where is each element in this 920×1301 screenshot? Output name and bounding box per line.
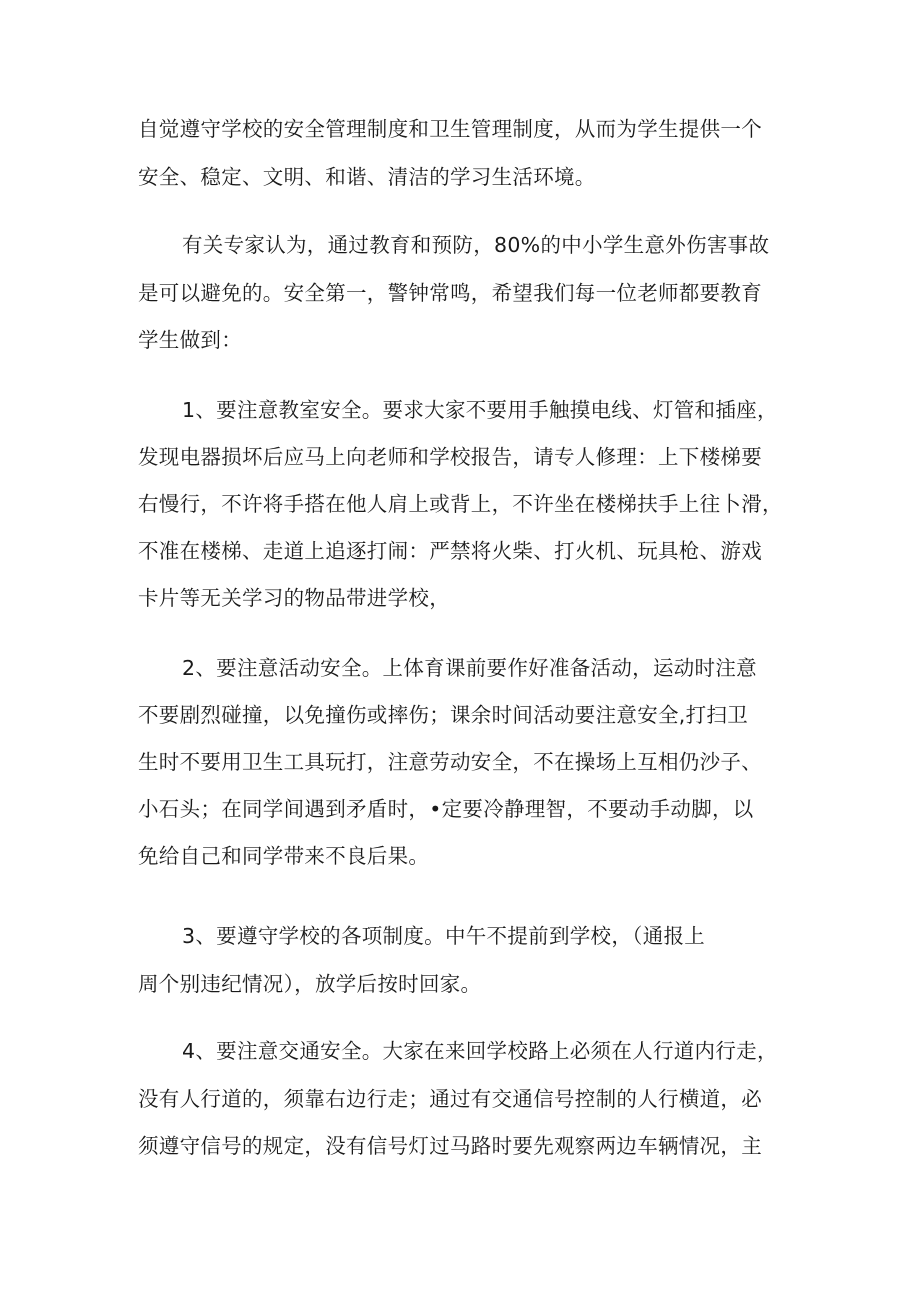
item-2-line-1: 2、要注意活动安全。上体育课前要作好准备活动，运动时注意 — [182, 656, 757, 680]
item-2-line-2: 不要剧烈碰撞，以免撞伤或摔伤；课余时间活动要注意安全,打扫卫 — [138, 703, 749, 727]
paragraph-expert-line-2: 是可以避免的。安全第一，警钟常鸣，希望我们每一位老师都要教育 — [138, 281, 762, 305]
item-4-line-3: 须遵守信号的规定，没有信号灯过马路时要先观察两边车辆情况，主 — [138, 1134, 762, 1158]
item-4-line-1: 4、要注意交通安全。大家在来回学校路上必须在人行道内行走， — [182, 1039, 778, 1063]
item-2-line-5: 免给自己和同学带来不良后果。 — [138, 844, 430, 868]
item-1-line-4: 不准在楼梯、走道上追逐打闹：严禁将火柴、打火机、玩具枪、游戏 — [138, 539, 762, 563]
paragraph-expert-line-1: 有关专家认为，通过教育和预防，80%的中小学生意外伤害事故 — [182, 233, 770, 257]
item-1-line-1: 1、要注意教室安全。要求大家不要用手触摸电线、灯管和插座， — [182, 398, 778, 422]
item-1-line-3: 右慢行，不许将手搭在他人肩上或背上，不许坐在楼梯扶手上往卜滑， — [138, 492, 783, 516]
item-3-line-1: 3、要遵守学校的各项制度。中午不提前到学校，（通报上 — [182, 924, 706, 948]
item-2-line-3: 生时不要用卫生工具玩打，注意劳动安全，不在操场上互相仍沙子、 — [138, 750, 762, 774]
item-4-line-2: 没有人行道的，须靠右边行走；通过有交通信号控制的人行横道，必 — [138, 1087, 762, 1111]
paragraph-intro-line-1: 自觉遵守学校的安全管理制度和卫生管理制度，从而为学生提供一个 — [138, 117, 762, 141]
paragraph-expert-line-3: 学生做到： — [138, 328, 242, 352]
item-1-line-5: 卡片等无关学习的物品带进学校， — [138, 586, 450, 610]
item-3-line-2: 周个别违纪情况），放学后按时回家。 — [138, 972, 482, 996]
paragraph-intro-line-2: 安全、稳定、文明、和谐、清洁的学习生活环境。 — [138, 165, 596, 189]
item-1-line-2: 发现电器损坏后应马上向老师和学校报告，请专人修理：上下楼梯要 — [138, 445, 762, 469]
item-2-line-4: 小石头；在同学间遇到矛盾时，•定要冷静理智，不要动手动脚，以 — [138, 797, 754, 821]
